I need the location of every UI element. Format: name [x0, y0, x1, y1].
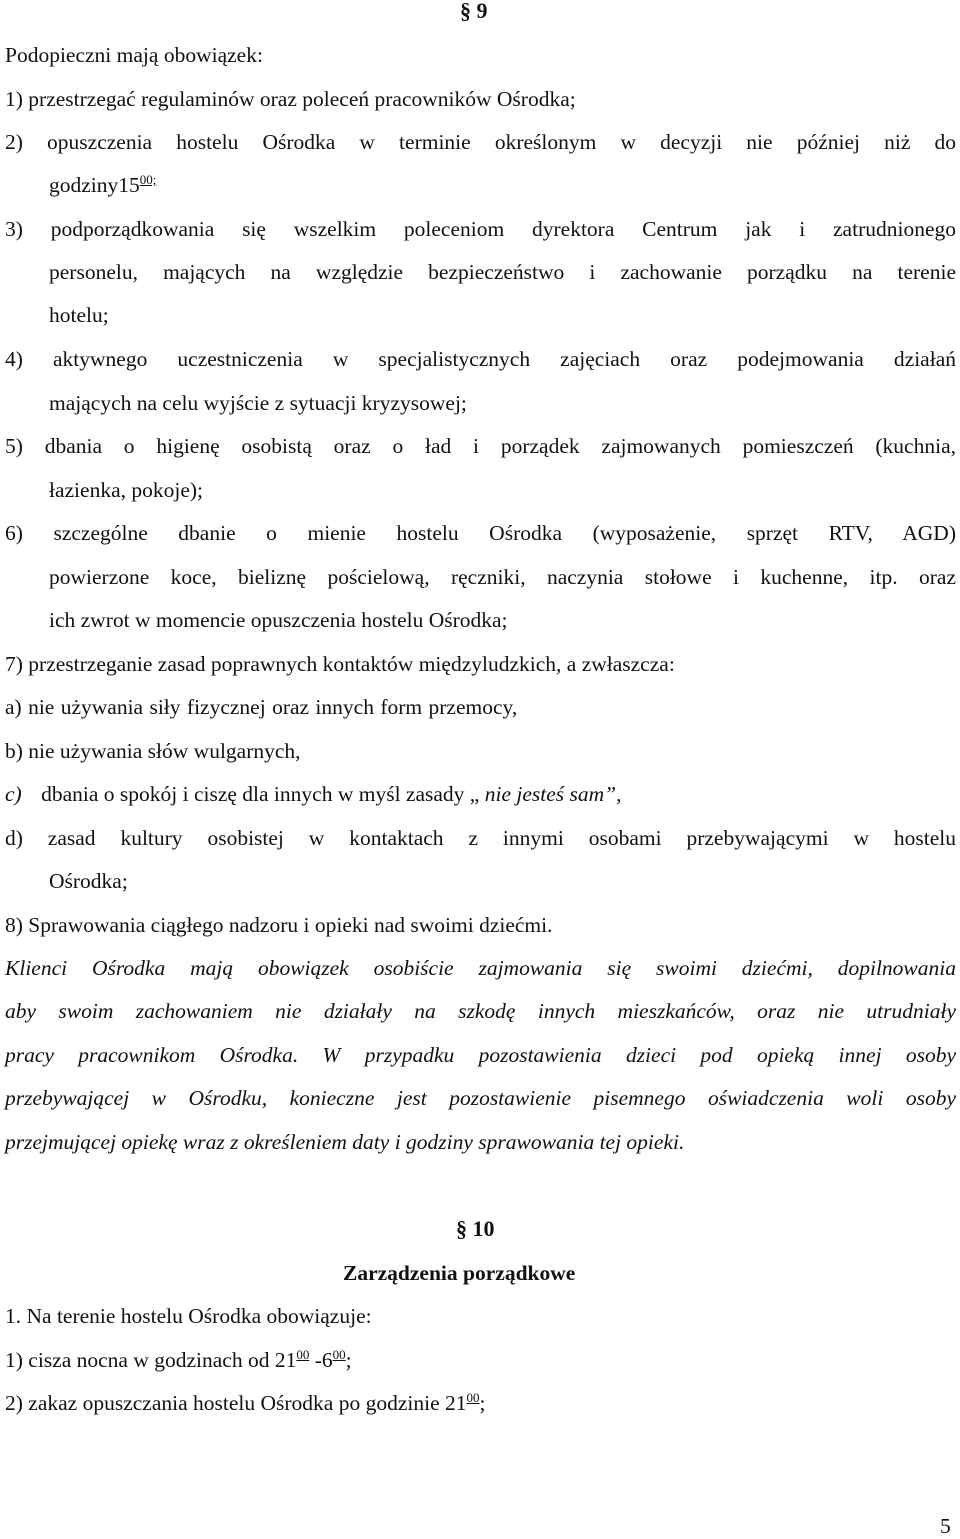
page-number: 5: [940, 1514, 951, 1538]
list-item-cont: personelu, mających na względzie bezpieczeństwo i zachowanie porządku na terenie: [49, 260, 956, 284]
rule-text: ;: [479, 1391, 486, 1415]
section-symbol: §: [456, 1216, 467, 1241]
list-item-cont: [49, 172, 156, 198]
clients-paragraph-line: Klienci Ośrodka mają obowiązek osobiście zajmowania się swoimi dziećmi, dopilnowania: [5, 956, 956, 980]
section-symbol: §: [460, 0, 471, 23]
clients-paragraph-line: pracy pracownikom Ośrodka. W przypadku pozostawienia dzieci pod opieką innej osoby: [5, 1043, 956, 1067]
list-item-cont: hotelu;: [49, 303, 109, 327]
superscript: 00: [332, 1347, 346, 1362]
list-item-cont: ich zwrot w momencie opuszczenia hostelu Ośrodka;: [49, 608, 508, 632]
rule-item: [5, 1347, 352, 1373]
rule-text: 1) cisza nocna w godzinach od 21: [5, 1348, 297, 1372]
sub-item: a) nie używania siły fizycznej oraz innych form przemocy,: [5, 695, 518, 719]
sub-item-end: ”,: [604, 782, 622, 806]
section-10-heading: [456, 1216, 495, 1242]
section-9-heading: [460, 0, 488, 24]
clients-paragraph-line: przebywającej w Ośrodku, konieczne jest pozostawienie pisemnego oświadczenia woli osoby: [5, 1086, 956, 1110]
list-item: 4) aktywnego uczestniczenia w specjalistycznych zajęciach oraz podejmowania działań: [5, 347, 956, 371]
list-item-cont: powierzone koce, bieliznę pościelową, ręczniki, naczynia stołowe i kuchenne, itp. oraz: [49, 565, 956, 589]
sub-item-italic: nie jesteś sam: [479, 782, 605, 806]
superscript: 00;: [139, 172, 157, 187]
list-item: 3) podporządkowania się wszelkim poleceniom dyrektora Centrum jak i zatrudnionego: [5, 217, 956, 241]
clients-paragraph-line: przejmującej opiekę wraz z określeniem daty i godziny sprawowania tej opieki.: [5, 1130, 685, 1154]
list-item: 6) szczególne dbanie o mienie hostelu Ośrodka (wyposażenie, sprzęt RTV, AGD): [5, 521, 956, 545]
rule-item: [5, 1390, 485, 1416]
sub-item: d) zasad kultury osobistej w kontaktach z innymi osobami przebywającymi w hostelu: [5, 826, 956, 850]
rule-text: ;: [345, 1348, 352, 1372]
list-item: 7) przestrzeganie zasad poprawnych kontaktów międzyludzkich, a zwłaszcza:: [5, 652, 675, 676]
sub-item: [5, 781, 622, 807]
list-item-cont: łazienka, pokoje);: [49, 478, 204, 502]
sub-item-cont: Ośrodka;: [49, 869, 128, 893]
superscript: 00: [296, 1347, 310, 1362]
section-number: 10: [472, 1216, 495, 1241]
list-item-cont: mających na celu wyjście z sytuacji kryzysowej;: [49, 391, 467, 415]
intro-text: Podopieczni mają obowiązek:: [5, 43, 263, 67]
sub-item-text: dbania o spokój i ciszę dla innych w myśl zasady „: [41, 782, 480, 806]
list-item: 8) Sprawowania ciągłego nadzoru i opieki nad swoimi dziećmi.: [5, 913, 553, 937]
rule-text: 2) zakaz opuszczania hostelu Ośrodka po godzinie 21: [5, 1391, 467, 1415]
rule-text: -6: [309, 1348, 333, 1372]
rule-intro: 1. Na terenie hostelu Ośrodka obowiązuje:: [5, 1304, 372, 1328]
superscript: 00: [466, 1390, 480, 1405]
clients-paragraph-line: aby swoim zachowaniem nie działały na szkodę innych mieszkańców, oraz nie utrudniały: [5, 999, 956, 1023]
list-item: 2) opuszczenia hostelu Ośrodka w terminie określonym w decyzji nie później niż do: [5, 130, 956, 154]
section-number: 9: [476, 0, 488, 23]
list-item: 5) dbania o higienę osobistą oraz o ład i porządek zajmowanych pomieszczeń (kuchnia,: [5, 434, 956, 458]
section-10-title: Zarządzenia porządkowe: [343, 1261, 576, 1285]
sub-item-label: c): [5, 782, 22, 806]
sub-item: b) nie używania słów wulgarnych,: [5, 739, 301, 763]
list-item: 1) przestrzegać regulaminów oraz poleceń pracowników Ośrodka;: [5, 87, 576, 111]
list-item-text: godziny15: [49, 173, 140, 197]
